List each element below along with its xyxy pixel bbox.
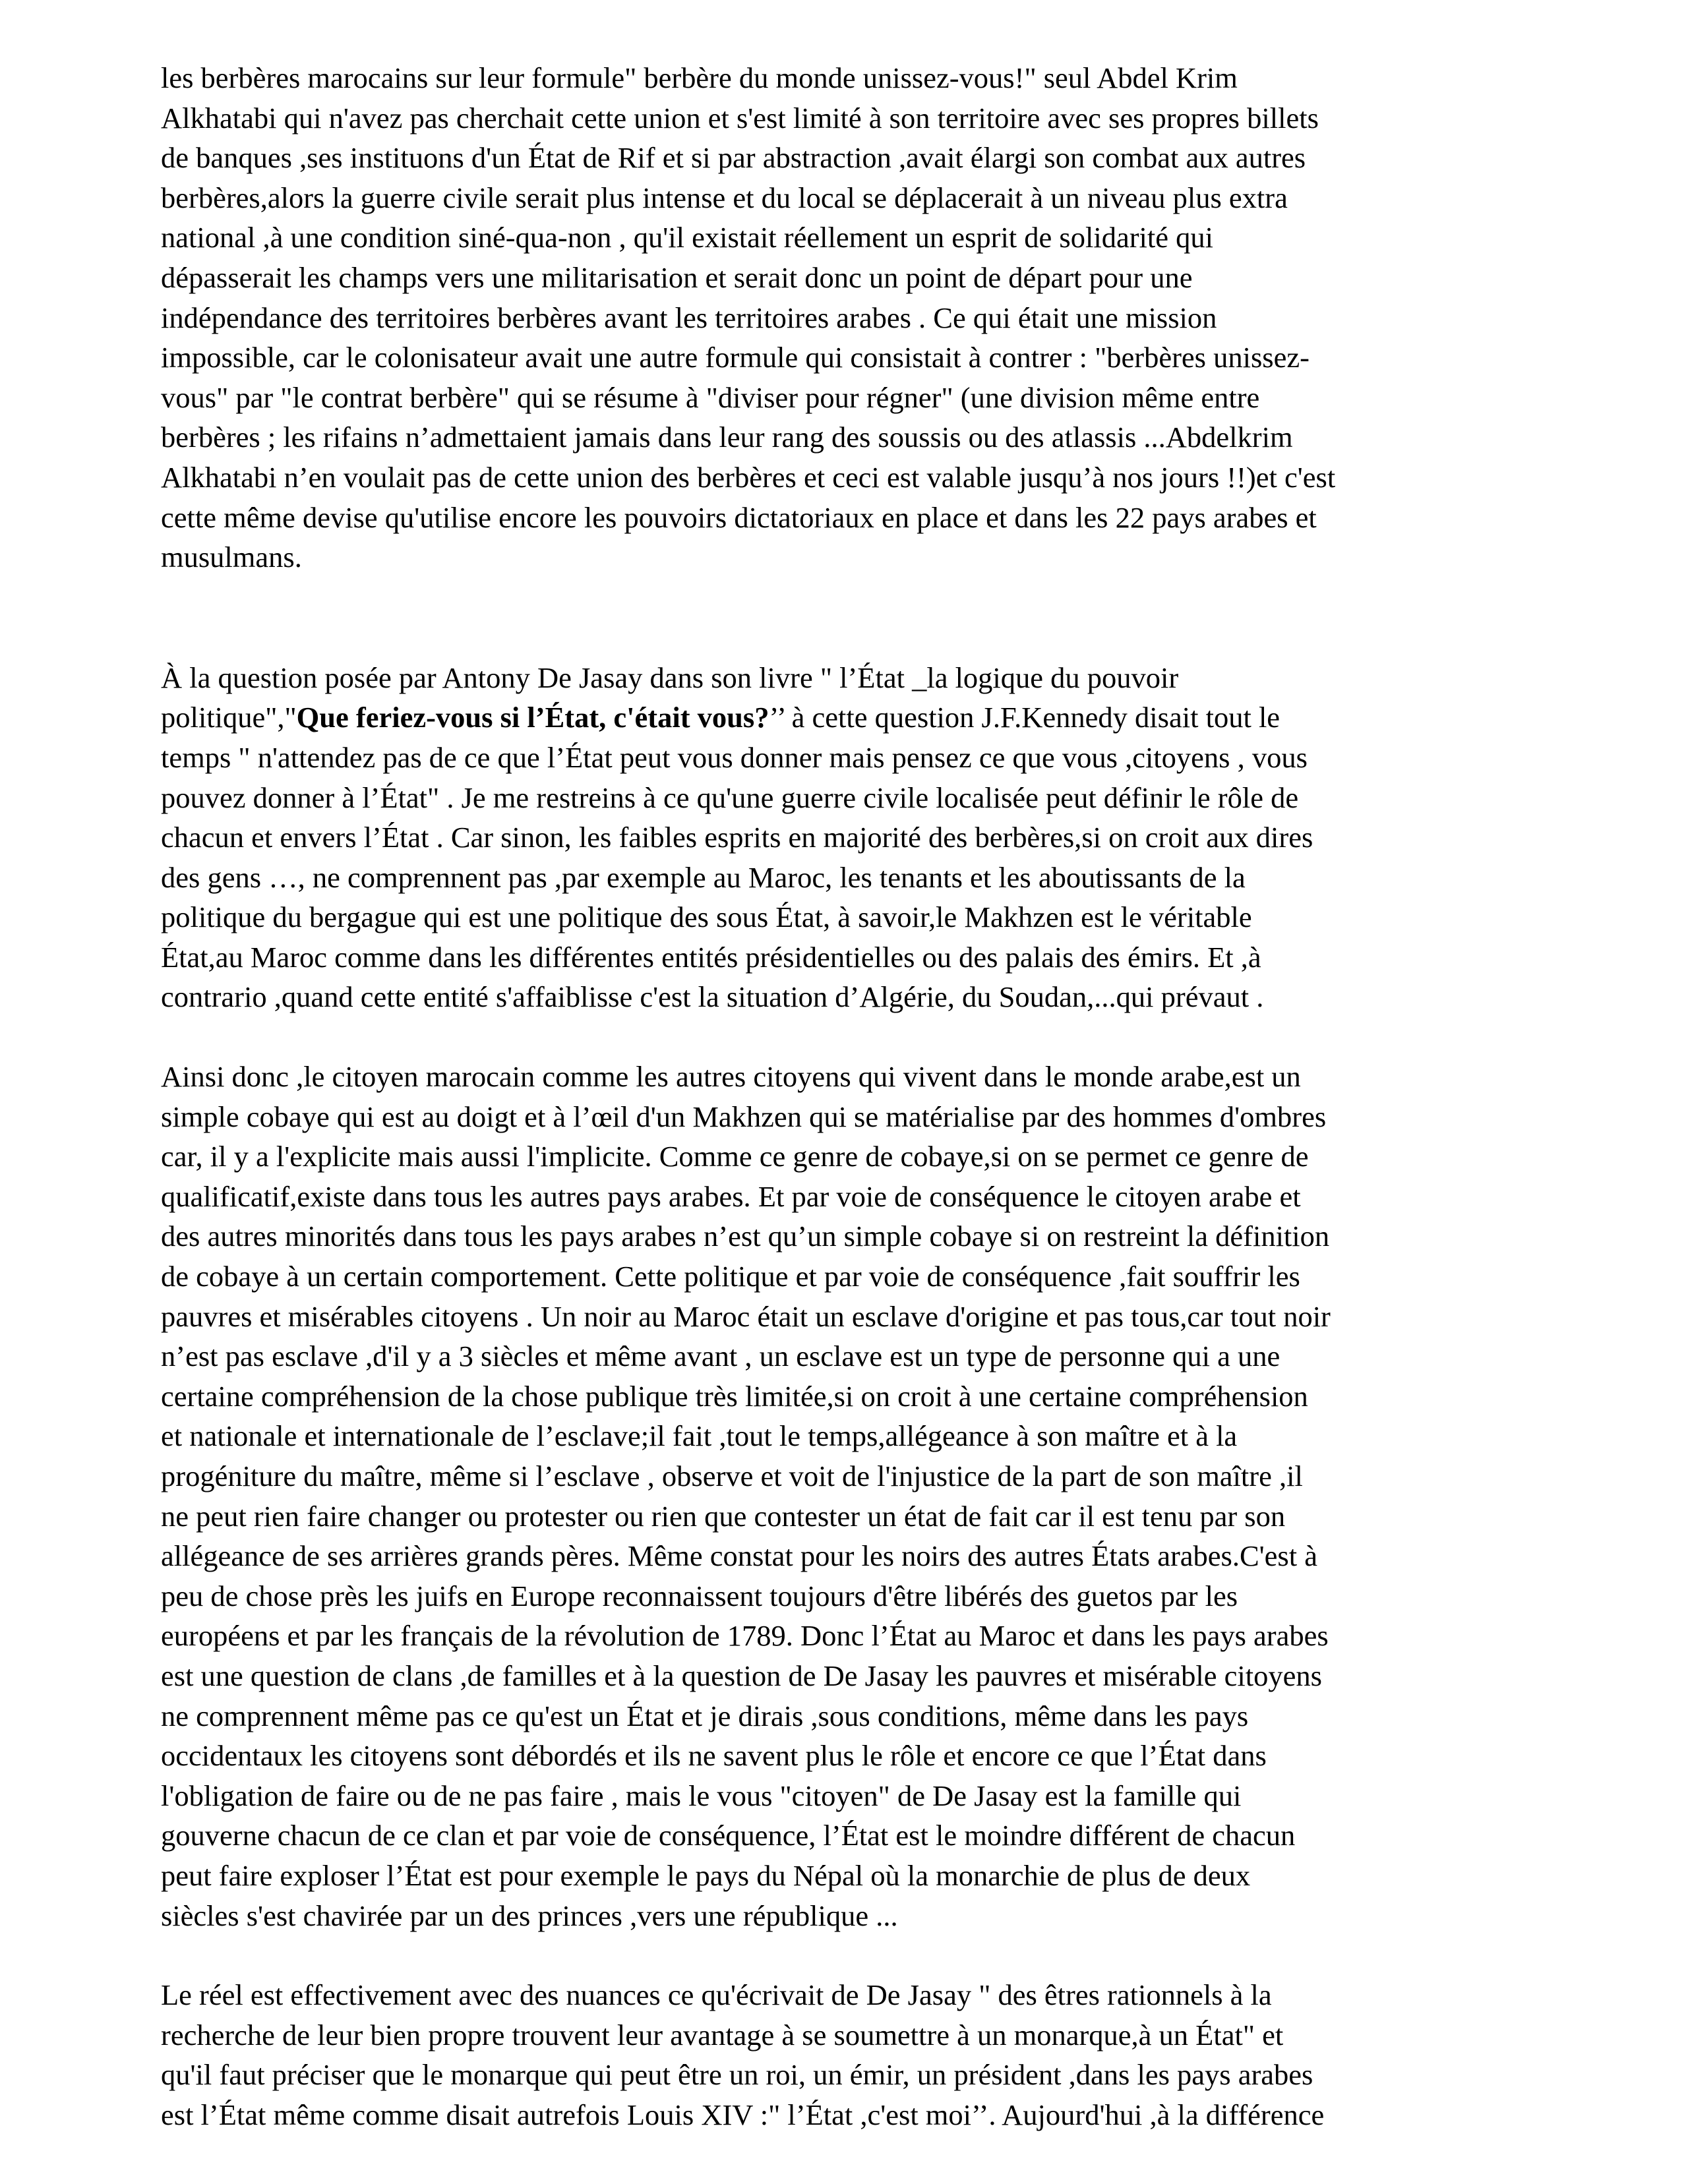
text-line: peut faire exploser l’État est pour exemple le pays du Népal où la monarchie de plus de deux bbox=[161, 1858, 1251, 1892]
text-line: certaine compréhension de la chose publique très limitée,si on croit à une certaine compréhension bbox=[161, 1379, 1308, 1413]
paragraph-4 bbox=[161, 1975, 1539, 2135]
text-line: vous" par "le contrat berbère" qui se résume à "diviser pour régner" (une division même entre bbox=[161, 380, 1260, 414]
text-line: les berbères marocains sur leur formule" berbère du monde unissez-vous!" seul Abdel Krim bbox=[161, 61, 1238, 94]
text-line: pouvez donner à l’État" . Je me restreins à ce qu'une guerre civile localisée peut définir le rôle de bbox=[161, 781, 1299, 814]
text-line: national ,à une condition siné-qua-non , qu'il existait réellement un esprit de solidarité qui bbox=[161, 221, 1214, 254]
paragraph-3 bbox=[161, 1057, 1539, 1935]
text-line: Alkhatabi n’en voulait pas de cette union des berbères et ceci est valable jusqu’à nos jours !!)et c'est bbox=[161, 460, 1336, 494]
text-line: ne comprennent même pas ce qu'est un État et je dirais ,sous conditions, même dans les pays bbox=[161, 1699, 1249, 1732]
text-line: siècles s'est chavirée par un des princes ,vers une république ... bbox=[161, 1899, 898, 1932]
text-line: peu de chose près les juifs en Europe reconnaissent toujours d'être libérés des guetos par les bbox=[161, 1579, 1238, 1612]
text-line: car, il y a l'explicite mais aussi l'implicite. Comme ce genre de cobaye,si on se permet ce genre de bbox=[161, 1140, 1309, 1173]
text-line: gouverne chacun de ce clan et par voie de conséquence, l’État est le moindre différent de chacun bbox=[161, 1819, 1296, 1852]
text-line: des gens …, ne comprennent pas ,par exemple au Maroc, les tenants et les aboutissants de la bbox=[161, 860, 1246, 894]
text-line: État,au Maroc comme dans les différentes entités présidentielles ou des palais des émirs. Et ,à bbox=[161, 940, 1261, 974]
text-line: indépendance des territoires berbères avant les territoires arabes . Ce qui était une mission bbox=[161, 301, 1217, 334]
text-line: politique du bergague qui est une politique des sous État, à savoir,le Makhzen est le véritable bbox=[161, 900, 1252, 934]
text-line: est l’État même comme disait autrefois Louis XIV :" l’État ,c'est moi’’. Aujourd'hui ,à la différence bbox=[161, 2098, 1325, 2131]
text-line: temps " n'attendez pas de ce que l’État peut vous donner mais pensez ce que vous ,citoyens , vous bbox=[161, 740, 1308, 774]
text-line: et nationale et internationale de l’esclave;il fait ,tout le temps,allégeance à son maître et à la bbox=[161, 1419, 1238, 1453]
text-line: contrario ,quand cette entité s'affaiblisse c'est la situation d’Algérie, du Soudan,...qui prévaut . bbox=[161, 980, 1264, 1014]
text-line: est une question de clans ,de familles et à la question de De Jasay les pauvres et misérable citoyens bbox=[161, 1659, 1322, 1692]
text-line: berbères,alors la guerre civile serait plus intense et du local se déplacerait à un niveau plus extra bbox=[161, 181, 1288, 214]
text-line: occidentaux les citoyens sont débordés et ils ne savent plus le rôle et encore ce que l’État dans bbox=[161, 1739, 1267, 1773]
text-line-with-bold-question bbox=[161, 697, 1539, 738]
text-line: berbères ; les rifains n’admettaient jamais dans leur rang des soussis ou des atlassis ...Abdelkrim bbox=[161, 421, 1293, 454]
text-line: progéniture du maître, même si l’esclave , observe et voit de l'injustice de la part de son maître ,il bbox=[161, 1460, 1303, 1492]
text-fragment: politique"," bbox=[161, 701, 297, 734]
text-line: simple cobaye qui est au doigt et à l’œil d'un Makhzen qui se matérialise par des hommes d'ombres bbox=[161, 1100, 1327, 1133]
text-line: dépasserait les champs vers une militarisation et serait donc un point de départ pour une bbox=[161, 260, 1193, 294]
document-page bbox=[161, 58, 1539, 2135]
text-line: allégeance de ses arrières grands pères. Même constat pour les noirs des autres États arabes.C'est à bbox=[161, 1539, 1317, 1573]
paragraph-2 bbox=[161, 658, 1539, 1017]
text-line: chacun et envers l’État . Car sinon, les faibles esprits en majorité des berbères,si on croit aux dires bbox=[161, 821, 1313, 854]
text-line: l'obligation de faire ou de ne pas faire , mais le vous "citoyen" de De Jasay est la famille qui bbox=[161, 1779, 1242, 1812]
text-line: des autres minorités dans tous les pays arabes n’est qu’un simple cobaye si on restreint la définition bbox=[161, 1220, 1330, 1253]
text-line: ne peut rien faire changer ou protester ou rien que contester un état de fait car il est tenu par son bbox=[161, 1499, 1286, 1533]
text-line: qualificatif,existe dans tous les autres pays arabes. Et par voie de conséquence le citoyen arabe et bbox=[161, 1179, 1301, 1213]
text-line: de cobaye à un certain comportement. Cette politique et par voie de conséquence ,fait souffrir les bbox=[161, 1260, 1300, 1293]
text-line: À la question posée par Antony De Jasay dans son livre " l’État _la logique du pouvoir bbox=[161, 661, 1179, 694]
text-line: européens et par les français de la révolution de 1789. Donc l’État au Maroc et dans les pays arabes bbox=[161, 1619, 1329, 1653]
paragraph-1 bbox=[161, 58, 1539, 577]
text-line: qu'il faut préciser que le monarque qui peut être un roi, un émir, un président ,dans les pays arabes bbox=[161, 2058, 1313, 2092]
text-line: pauvres et misérables citoyens . Un noir au Maroc était un esclave d'origine et pas tous,car tout noir bbox=[161, 1299, 1331, 1333]
text-fragment: ’’ à cette question J.F.Kennedy disait tout le bbox=[769, 701, 1281, 734]
text-line: musulmans. bbox=[161, 541, 302, 574]
text-line: Le réel est effectivement avec des nuances ce qu'écrivait de De Jasay " des êtres rationnels à la bbox=[161, 1978, 1272, 2012]
text-line: recherche de leur bien propre trouvent leur avantage à se soumettre à un monarque,à un État" et bbox=[161, 2018, 1284, 2051]
bold-question: Que feriez-vous si l’État, c'était vous? bbox=[296, 701, 769, 734]
text-line: n’est pas esclave ,d'il y a 3 siècles et même avant , un esclave est un type de personne qui a une bbox=[161, 1340, 1281, 1373]
text-line: Alkhatabi qui n'avez pas cherchait cette union et s'est limité à son territoire avec ses propres billets bbox=[161, 101, 1319, 134]
text-line: de banques ,ses instituons d'un État de Rif et si par abstraction ,avait élargi son combat aux autres bbox=[161, 141, 1306, 175]
text-line: Ainsi donc ,le citoyen marocain comme les autres citoyens qui vivent dans le monde arabe,est un bbox=[161, 1060, 1301, 1094]
text-line: cette même devise qu'utilise encore les pouvoirs dictatoriaux en place et dans les 22 pays arabes et bbox=[161, 500, 1317, 534]
text-line: impossible, car le colonisateur avait une autre formule qui consistait à contrer : "berbères unissez- bbox=[161, 341, 1310, 374]
